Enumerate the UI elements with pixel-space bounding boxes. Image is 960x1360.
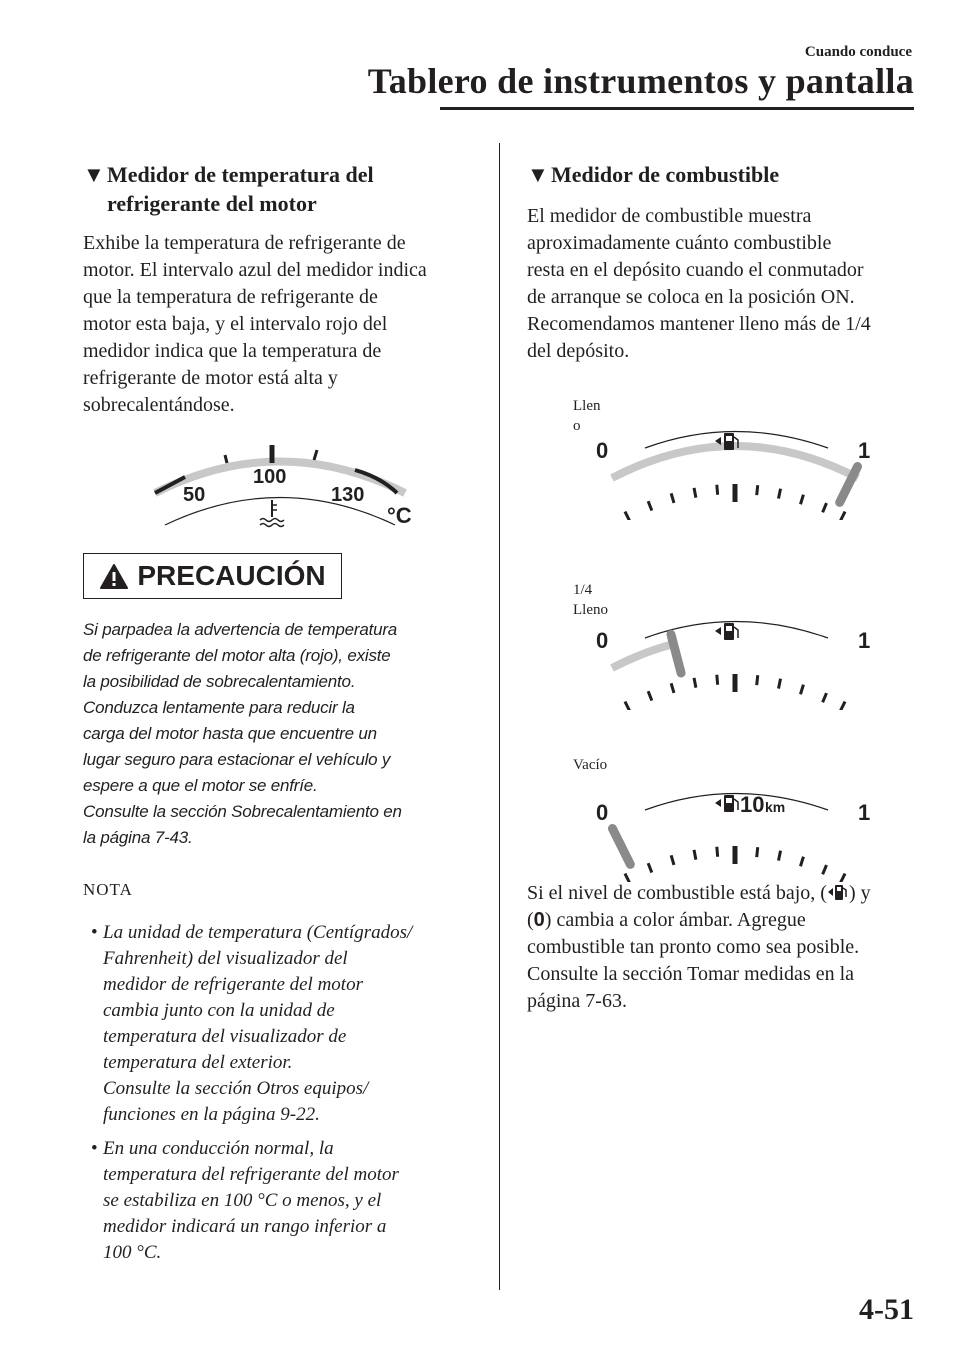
fuel-gauge-tick [694,678,696,688]
fuel-gauge-tick [778,851,780,861]
fuel-gauge-tick [823,865,827,874]
fuel-gauge-empty-mark: 0 [596,800,609,825]
fuel-pump-arrow [715,799,721,807]
coolant-label-low: 50 [183,484,206,506]
fuel-gauge-tick [717,485,718,495]
fuel-heading: ▼ Medidor de combustible [527,162,780,187]
fuel-gauge-tick [800,857,803,867]
fuel-gauge-tick [671,855,674,865]
fuel-gauge-tick [717,847,718,857]
fuel-level-arc [612,446,858,478]
fuel-gauge-tick [648,691,652,700]
coolant-heading-line2: refrigerante del motor [107,191,317,216]
fuel-gauge-tick [671,493,674,503]
fuel-gauge-tick [625,512,631,520]
fuel-gauge-tick [648,863,652,872]
fuel-gauge-tick [648,501,652,510]
fuel-gauge-tick [823,693,827,702]
header-rule [440,107,914,110]
fuel-pump-window [726,436,732,441]
fuel-gauge-tick [671,683,674,693]
nota-bullet: • [91,1138,98,1159]
fuel-gauge-tick [757,847,758,857]
column-divider [499,143,500,1290]
fuel-pump-body [724,795,734,812]
fuel-gauge-tick [717,675,718,685]
section-label: Cuando conduce [804,44,912,60]
fuel-closing-paragraph: Si el nivel de combustible está bajo, ( ) y (0) cambia a color ámbar. Agregue combustible tan pronto como sea posible. Consulte la sección Tomar medidas en la página 7-63. [527,882,871,1012]
page-number: 4-51 [859,1293,914,1326]
fuel-gauge-quarter-label: 1/4 Lleno [573,582,608,618]
fuel-pump-body [724,623,734,640]
fuel-gauge-full-label: Llen o [573,398,601,434]
fuel-gauge-tick [625,702,631,710]
fuel-pump-hose [734,627,738,638]
fuel-pump-hose [734,799,738,810]
fuel-gauge-full-mark: 1 [858,800,871,825]
coolant-paragraph: Exhibe la temperatura de refrigerante de motor. El intervalo azul del medidor indica que la temperatura de refrigerante de motor esta baja, y el intervalo rojo del medidor indica que la temperatura de refrigerante de motor está alta y sobrecalentándose. [83,232,427,416]
fuel-pump-arrow [715,627,721,635]
fuel-range-unit: km [765,799,786,815]
fuel-gauge-tick [757,675,758,685]
coolant-label-unit: °C [387,503,412,528]
nota-item: • La unidad de temperatura (Centígrados/ Fahrenheit) del visualizador del medidor de refrigerante del motor cambia junto con la unidad de temperatura del visualizador de temperatura del exterior. Consulte la sección Otros equipos/ funciones en la página 9-22. [91,922,413,1125]
fuel-gauge-tick [839,702,845,710]
fuel-pump-window [726,626,732,631]
section-triangle-icon: ▼ [83,162,105,187]
fuel-gauge-needle [612,829,630,865]
coolant-label-mid: 100 [253,466,287,488]
fuel-gauge-tick [778,489,780,499]
fuel-pump-icon [715,795,738,812]
caution-label: PRECAUCIÓN [137,560,326,591]
fuel-level-arc [612,644,674,668]
fuel-gauge-needle [671,634,681,673]
coolant-label-high: 130 [331,484,365,506]
coolant-heading [83,160,374,218]
fuel-gauge-full-mark: 1 [858,628,871,653]
fuel-gauge-empty-label: Vacío [573,757,608,773]
page-title: Tablero de instrumentos y pantalla [367,61,914,101]
fuel-gauge-tick [800,495,803,505]
fuel-gauge-quarter [590,610,880,710]
fuel-gauge-tick [778,679,780,689]
nota-item: • En una conducción normal, la temperatura del refrigerante del motor se estabiliza en 100 °C o menos, y el medidor indicará un rango inferior a 100 °C. [91,1138,399,1263]
fuel-gauge-tick [694,488,696,498]
fuel-range-value: 10 [740,792,765,817]
fuel-gauge-tick [823,503,827,512]
nota-bullet: • [91,922,98,943]
fuel-gauge-full [590,420,880,520]
nota-label: NOTA [83,880,133,899]
coolant-temperature-icon [260,500,284,527]
fuel-pump-icon [715,623,738,640]
section-triangle-icon: ▼ [527,162,549,187]
fuel-paragraph: El medidor de combustible muestra aproximadamente cuánto combustible resta en el depósito cuando el conmutador de arranque se coloca en la posición ON. Recomendamos mantener lleno más de 1/4 del depósito. [527,205,871,362]
coolant-heading-line1: Medidor de temperatura del [107,162,374,187]
fuel-pump-window [726,798,732,803]
fuel-gauge-full-mark: 1 [858,438,871,463]
fuel-gauge-tick [757,485,758,495]
fuel-gauge-empty-mark: 0 [596,628,609,653]
fuel-gauge-tick [839,512,845,520]
caution-text: Si parpadea la advertencia de temperatura de refrigerante del motor alta (rojo), existe la posibilidad de sobrecalentamiento. Conduzca lentamente para reducir la carga del motor hasta que encuentre un lugar seguro para estacionar el vehículo y espere a que el motor se enfríe. Consulte la sección Sobrecalentamiento en la página 7-43. [83,620,402,847]
fuel-gauge-tick [694,850,696,860]
fuel-pump-icon [827,882,849,902]
fuel-pump-body [724,433,734,450]
fuel-gauge-empty-mark: 0 [596,438,609,463]
caution-box [83,553,342,599]
coolant-tick [225,455,227,463]
fuel-gauge-empty [590,782,880,882]
coolant-gauge [135,435,425,535]
coolant-tick [314,450,317,460]
fuel-gauge-tick [800,685,803,695]
warning-triangle-icon [99,563,129,590]
